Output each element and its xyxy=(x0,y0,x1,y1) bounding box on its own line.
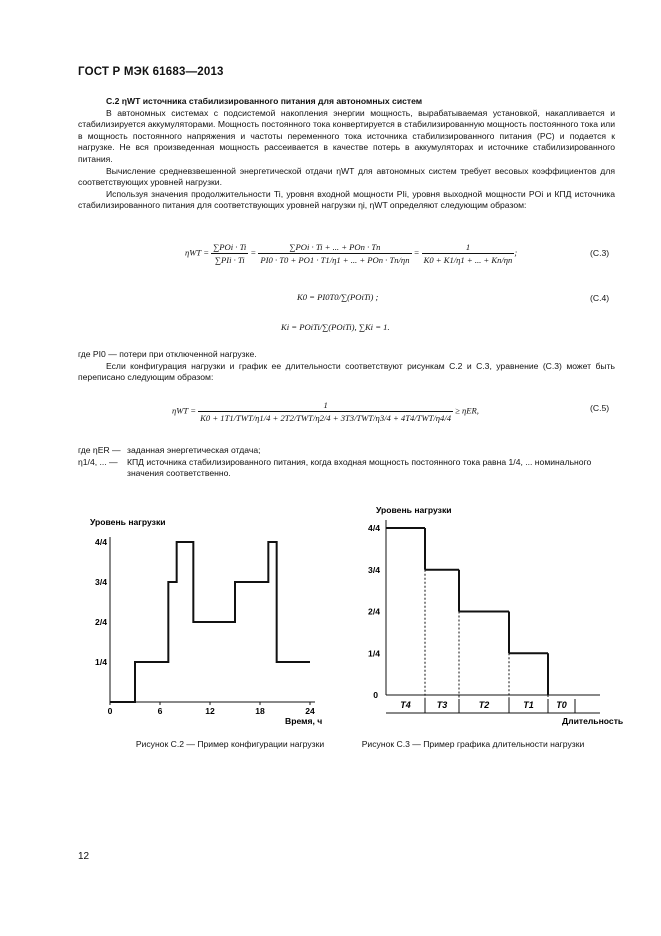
c3-y-tick-label: 2/4 xyxy=(368,606,380,617)
definition-term: η1/4, ... — xyxy=(78,456,118,467)
equation-ki: Ki = POiTi/∑(POiTi), ∑Ki = 1. xyxy=(281,322,390,332)
c2-y-ticks xyxy=(95,537,107,667)
c2-x-tick-label: 24 xyxy=(305,706,315,716)
section-number: C.2 xyxy=(106,96,120,106)
equation-c4: K0 = PI0T0/∑(POiTi) ; xyxy=(297,292,379,302)
c2-y-tick-label: 2/4 xyxy=(95,617,107,627)
definition-eta-quarter xyxy=(78,457,615,480)
page-number: 12 xyxy=(78,851,90,862)
eq-c5-rhs: ≥ ηER, xyxy=(455,405,479,416)
figure-c3-chart xyxy=(360,500,630,730)
c2-ylabel: Уровень нагрузки xyxy=(90,517,166,527)
c3-duration-label: T3 xyxy=(436,700,448,710)
eq-c3-f1-den: ∑PIi · Ti xyxy=(214,255,245,265)
eq-c3-eq2: = xyxy=(413,247,420,258)
c3-y-ticks xyxy=(368,523,380,658)
eq-c5-den: K0 + 1T1/TWT/η1/4 + 2T2/TWT/η2/4 + 3T3/TWT/η3/4 + 4T4/TWT/η4/4 xyxy=(200,413,452,423)
c3-xlabel: Длительность xyxy=(562,716,624,726)
eq-c3-f1-num: ∑POi · Ti xyxy=(213,242,247,252)
c3-origin-label: 0 xyxy=(373,690,378,700)
eq-number-c4: (C.4) xyxy=(590,293,610,303)
page-header: ГОСТ Р МЭК 61683—2013 xyxy=(78,66,224,78)
c2-load-step-line xyxy=(110,542,310,702)
equation-c5 xyxy=(172,400,479,423)
definition-text: КПД источника стабилизированного питания, когда входная мощность постоянного тока равна 1/4, ... номинального значения соответственно. xyxy=(127,456,592,479)
c3-y-tick-label: 4/4 xyxy=(368,523,380,533)
c3-y-tick-label: 1/4 xyxy=(368,648,380,659)
c2-y-tick-label: 4/4 xyxy=(95,537,107,547)
eq-c5-lhs: ηWT = xyxy=(172,405,196,416)
c3-ylabel: Уровень нагрузки xyxy=(376,505,452,515)
eq-c5-fraction xyxy=(198,400,453,423)
c3-duration-steps xyxy=(386,528,575,713)
c3-duration-label: T4 xyxy=(400,700,411,710)
eq-c5-num: 1 xyxy=(198,400,453,412)
c2-y-tick-label: 1/4 xyxy=(95,657,107,667)
paragraph-2: Вычисление средневзвешенной энергетической отдачи ηWT для автономных систем требует весовых коэффициентов для соответствующих уровней нагрузки. xyxy=(78,165,615,188)
eq-c3-f2-num: ∑POi · Ti + ... + POn · Tn xyxy=(258,242,411,254)
eq-c3-fraction-2 xyxy=(258,242,411,265)
c2-x-tick-label: 18 xyxy=(255,706,265,716)
where-pi0: где PI0 — потери при отключенной нагрузке. xyxy=(78,349,257,359)
eq-c3-lhs: ηWT = xyxy=(185,247,209,258)
section-continued xyxy=(78,349,615,384)
eq-c3-end: ; xyxy=(514,247,518,258)
section-title: ηWT источника стабилизированного питания для автономных систем xyxy=(121,96,423,106)
c2-xlabel: Время, ч xyxy=(285,716,323,726)
definition-text: заданная энергетическая отдача; xyxy=(127,445,261,455)
c2-x-tick-label: 6 xyxy=(157,706,163,716)
c3-duration-label: T2 xyxy=(478,700,490,710)
c2-y-tick-label: 3/4 xyxy=(95,577,107,587)
figure-c2-caption: Рисунок C.2 — Пример конфигурации нагрузки xyxy=(135,739,325,749)
definitions-list xyxy=(78,445,615,480)
eq-c3-f2-den: PI0 · T0 + PO1 · T1/η1 + ... + POn · Tn/ηn xyxy=(260,255,410,265)
definition-term: где ηER — xyxy=(78,445,121,455)
eq-c3-f3-den: K0 + K1/η1 + ... + Kn/ηn xyxy=(423,255,513,265)
c3-duration-label: T1 xyxy=(523,700,534,710)
eq-c3-eq1: = xyxy=(250,247,257,258)
c3-duration-label: T0 xyxy=(556,700,567,710)
eq-number-c3: (C.3) xyxy=(590,248,610,258)
paragraph-3: Используя значения продолжительности Ti, уровня входной мощности PIi, уровня выходной мощности POi и КПД источника стабилизированного питания для соответствующих уровней нагрузки ηi, ηWT определяют следующим образом: xyxy=(78,188,615,211)
eq-number-c5: (C.5) xyxy=(590,403,610,413)
paragraph-1: В автономных системах с подсистемой накопления энергии мощность, вырабатываемая установкой, накапливается и стабилизируется аккумуляторами. Мощность постоянного тока конвертируется в стабилизированную мощность постоянного тока или в мощность постоянного напряжения и частоты переменного тока источника стабилизированного питания (PC) и подается к нагрузке. Не вся произведенная мощность рассеивается в качестве потерь в аккумуляторах и источнике стабилизированного питания. xyxy=(78,107,615,164)
definition-eta-er xyxy=(78,445,615,457)
c2-x-tick-label: 12 xyxy=(205,706,215,716)
eq-c3-fraction-1 xyxy=(211,242,248,265)
c3-y-tick-label: 3/4 xyxy=(368,564,380,575)
figure-c3-caption: Рисунок C.3 — Пример графика длительности нагрузки xyxy=(361,739,585,749)
c2-x-tick-label: 0 xyxy=(107,706,113,716)
figure-c2-chart xyxy=(80,512,340,732)
section-heading xyxy=(78,96,615,108)
eq-c3-f3-num: 1 xyxy=(422,242,515,254)
paragraph-4: Если конфигурация нагрузки и график ее длительности соответствуют рисункам C.2 и C.3, уравнение (C.3) может быть переписано следующим образом: xyxy=(78,360,615,383)
section-c2 xyxy=(78,96,615,212)
equation-c3 xyxy=(185,242,517,265)
c2-x-ticks xyxy=(108,702,315,716)
eq-c3-fraction-3 xyxy=(422,242,518,265)
